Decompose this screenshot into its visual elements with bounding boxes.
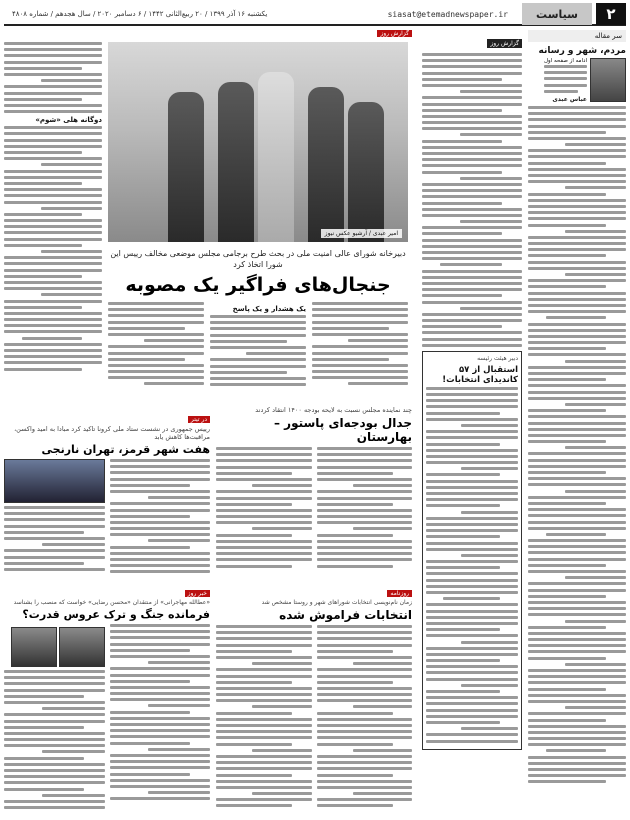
portrait-photo: [11, 627, 57, 667]
council-elections-story: [216, 580, 412, 811]
main-body-subhead: یک هشدار و یک پاسخ: [232, 305, 306, 313]
covid-story-photo: [4, 459, 105, 503]
author-box: [528, 58, 626, 103]
main-story-body: [108, 302, 408, 389]
author-intro: ادامه از صفحه اول: [544, 58, 587, 64]
main-story-label: گزارش روز: [377, 30, 412, 37]
column-body-text: [528, 106, 626, 783]
section-name: سیاست: [522, 3, 592, 25]
rezaei-story-label: خبر روز: [185, 590, 210, 597]
sidebar-subhead: دوگانه هلی «شوم»: [35, 116, 102, 125]
main-story-headline[interactable]: جنجال‌های فراگیر یک مصوبه: [125, 274, 391, 296]
rezaei-story-headline[interactable]: فرمانده جنگ و ترک عروس قدرت؟: [22, 608, 210, 621]
photo-caption: امیر عبدی / آرشیو عکس نیوز: [321, 229, 402, 238]
report-column: [422, 30, 522, 816]
column-title: مردم، شهر و رسانه: [538, 46, 626, 56]
author-name: عباس عبدی: [552, 95, 587, 103]
council-story-kicker: زمان نام‌نویسی انتخابات شوراهای شهر و روستا مشخص شد: [261, 599, 412, 606]
covid-story: [4, 406, 210, 577]
elections-box-kicker: دبیر هیئت رئیسه: [477, 354, 518, 362]
rezaei-story-photos: [4, 627, 105, 667]
budget-story: [216, 406, 412, 571]
covid-story-label: در تیتر: [188, 416, 210, 423]
editorial-column: [528, 30, 626, 816]
budget-story-headline[interactable]: جدال بودجه‌ای پاستور – بهارستان: [273, 416, 412, 444]
elections-box: [422, 351, 522, 750]
second-row: [4, 406, 412, 574]
report-body-text: [422, 53, 522, 347]
author-photo: [590, 58, 626, 102]
report-label: گزارش روز: [487, 39, 522, 48]
budget-story-kicker: چند نماینده مجلس نسبت به لایحه بودجه ۱۴۰۰ انتقاد کردند: [255, 406, 412, 414]
covid-story-kicker: رییس جمهوری در نشست ستاد ملی کرونا تاکید کرد مبادا به امید واکسن، مراقبت‌ها کاهش یابد: [14, 425, 210, 441]
main-story-sidebar: [4, 42, 102, 374]
main-story-deck: دبیرخانه شورای عالی امنیت ملی در بحث طرح برجامی مجلس موضعی مخالف رییس این شورا اتخاذ کرد: [110, 249, 406, 269]
page-number: ۲: [596, 3, 626, 25]
website-link[interactable]: siasat@etemadnewspaper.ir: [387, 9, 508, 19]
main-story: [4, 30, 412, 398]
rezaei-story: [4, 580, 210, 812]
elections-box-title[interactable]: استقبال از ۵۷ کاندیدای انتخابات!: [442, 364, 518, 385]
council-story-label: روزنامه: [387, 590, 412, 597]
third-row: [4, 580, 412, 816]
rezaei-story-kicker: «عطالله مهاجرانی» از منتقدان «محسن رضایی» خواست که منصب را بشناسد: [13, 599, 210, 606]
portrait-photo: [59, 627, 105, 667]
main-photo: [108, 42, 408, 242]
covid-story-headline[interactable]: هفت شهر قرمز، تهران نارنجی: [41, 443, 210, 456]
date-line: یکشنبه ۱۶ آذر ۱۳۹۹ / ۲۰ ربیع‌الثانی ۱۴۴۲ / ۶ دسامبر ۲۰۲۰ / سال هجدهم / شماره ۴۸۰۸: [12, 10, 268, 18]
column-logo: سر مقاله: [528, 30, 626, 42]
council-story-headline[interactable]: انتخابات فراموش شده: [279, 608, 412, 622]
masthead: [4, 4, 626, 26]
